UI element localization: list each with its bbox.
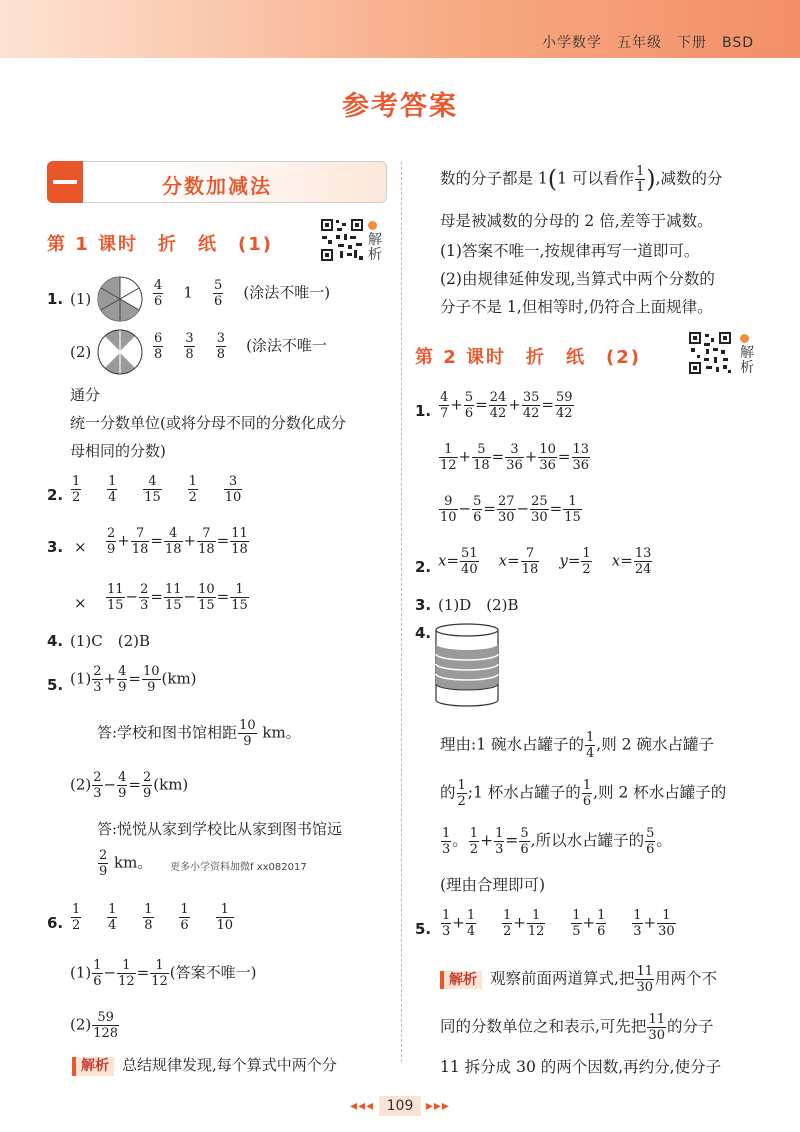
answer-text: 统一分数单位(或将分母不同的分数化成分 bbox=[70, 414, 346, 432]
qr-dot-icon bbox=[368, 221, 377, 230]
q6-2-answer: (2) $\frac{59}{128}$ bbox=[70, 1010, 119, 1041]
q5-1-answer: 答:学校和图书馆相距 $\frac{10}{9}$ km。 bbox=[97, 718, 301, 749]
header-text: 小学数学 五年级 下册 BSD bbox=[541, 35, 754, 51]
r-q2-answers: x= $\frac{51}{40}$ x= $\frac{7}{18}$ y= $\frac{1}{2}$ x= $\frac{13}{24}$ bbox=[438, 546, 652, 577]
qr-label: 解析 bbox=[368, 232, 382, 263]
right-para-2: 母是被减数的分母的 2 倍,差等于减数。 bbox=[440, 212, 713, 230]
r-analysis-line-3: 11 拆分成 30 的两个因数,再约分,使分子 bbox=[440, 1058, 722, 1076]
question-number: 5. bbox=[415, 920, 432, 938]
page-title: 参考答案 bbox=[342, 91, 458, 122]
right-para-1: 数的分子都是 1(1 可以看作 $\frac{1}{1}$ ),减数的分 bbox=[440, 164, 723, 195]
sub-label: (1) bbox=[70, 290, 92, 308]
question-number: 4. bbox=[415, 624, 432, 642]
q1-2-answers: $\frac{6}{8}$ $\frac{3}{8}$ $\frac{3}{8}$ (涂法不唯一 bbox=[154, 331, 327, 362]
r-q1-equation-b: $\frac{1}{12}$ + $\frac{5}{18}$ = $\frac{3}{36}$ + $\frac{10}{36}$ = $\frac{13}{36}$ bbox=[440, 442, 590, 473]
right-para-3: (1)答案不唯一,按规律再写一道即可。 bbox=[440, 242, 700, 260]
q5-1-equation: (1) $\frac{2}{3}$ + $\frac{4}{9}$ = $\frac{10}{9}$ (km) bbox=[70, 664, 197, 695]
q5-2-answer-cont: $\frac{2}{9}$ km。 bbox=[99, 848, 153, 879]
question-number: 1. bbox=[47, 290, 64, 308]
question-number: 3. bbox=[415, 596, 432, 614]
q5-2-equation: (2) $\frac{2}{3}$ − $\frac{4}{9}$ = $\frac{2}{9}$ (km) bbox=[70, 770, 189, 801]
r-q1-equation-a: $\frac{4}{7}$ + $\frac{5}{6}$ = $\frac{24}{42}$ + $\frac{35}{42}$ = $\frac{59}{42}$ bbox=[440, 390, 573, 421]
q5-2-answer: 答:悦悦从家到学校比从家到图书馆远 bbox=[97, 820, 343, 838]
r-q5-answers: $\frac{1}{3}$ + $\frac{1}{4}$ $\frac{1}{2}$ + $\frac{1}{12}$ $\frac{1}{5}$ + $\frac{1}{6}$ $\frac{1}{3}$ + $\frac{1}{30}$ bbox=[442, 908, 675, 939]
column-divider bbox=[401, 162, 402, 1062]
r-q1-equation-c: $\frac{9}{10}$ − $\frac{5}{6}$ = $\frac{27}{30}$ − $\frac{25}{30}$ = $\frac{1}{15}$ bbox=[440, 494, 581, 525]
jar-illustration bbox=[432, 620, 502, 710]
section-title: 分数加减法 bbox=[162, 174, 272, 198]
watermark-text: 更多小学资料加微f xx082017 bbox=[170, 862, 307, 873]
lesson1-title: 第 1 课时 折 纸 (1) bbox=[47, 234, 274, 255]
qr-dot-icon bbox=[740, 334, 749, 343]
page-number: 109 bbox=[379, 1096, 422, 1116]
analysis-line: 解析 总结规律发现,每个算式中两个分 bbox=[72, 1056, 337, 1076]
reason-line-1: 理由:1 碗水占罐子的 $\frac{1}{4}$ ,则 2 碗水占罐子 bbox=[440, 730, 714, 761]
question-number: 2. bbox=[47, 486, 64, 504]
q3-equation-b: $\frac{11}{15}$ − $\frac{2}{3}$ = $\frac{11}{15}$ − $\frac{10}{15}$ = $\frac{1}{15}$ bbox=[107, 582, 248, 613]
answer-text: (1)D (2)B bbox=[438, 596, 519, 614]
question-number: 1. bbox=[415, 402, 432, 420]
section-heading bbox=[47, 161, 387, 203]
q6-answers: $\frac{1}{2}$ $\frac{1}{4}$ $\frac{1}{8}$ $\frac{1}{6}$ $\frac{1}{10}$ bbox=[72, 902, 234, 933]
qr-label: 解析 bbox=[740, 345, 754, 376]
wrong-mark: × bbox=[74, 594, 87, 612]
wrong-mark: × bbox=[74, 538, 87, 556]
q1-1-answers: $\frac{4}{6}$ 1 $\frac{5}{6}$ (涂法不唯一) bbox=[154, 278, 331, 309]
question-number: 5. bbox=[47, 676, 64, 694]
page-footer bbox=[0, 1098, 800, 1114]
lesson2-title: 第 2 课时 折 纸 (2) bbox=[415, 347, 642, 368]
analysis-label: 解析 bbox=[72, 1057, 114, 1076]
q3-equation-a: $\frac{2}{9}$ + $\frac{7}{18}$ = $\frac{4}{18}$ + $\frac{7}{18}$ = $\frac{11}{18}$ bbox=[107, 526, 248, 557]
sub-label: (2) bbox=[70, 343, 92, 361]
question-number: 3. bbox=[47, 538, 64, 556]
question-number: 6. bbox=[47, 914, 64, 932]
reason-line-4: (理由合理即可) bbox=[440, 876, 546, 894]
r-analysis-line-1: 解析 观察前面两道算式,把 $\frac{11}{30}$ 用两个不 bbox=[440, 964, 717, 995]
next-arrows-icon: ▸▸▸ bbox=[425, 1098, 450, 1114]
answer-text: 母相同的分数) bbox=[70, 442, 166, 460]
circle-sixths-icon bbox=[97, 276, 143, 322]
q2-answers: $\frac{1}{2}$ $\frac{1}{4}$ $\frac{4}{15}$ $\frac{1}{2}$ $\frac{3}{10}$ bbox=[72, 474, 242, 505]
qr-code-icon[interactable] bbox=[688, 331, 732, 375]
reason-line-2: 的 $\frac{1}{2}$ ;1 杯水占罐子的 $\frac{1}{6}$ ,则 2 杯水占罐子的 bbox=[440, 778, 727, 809]
question-number: 2. bbox=[415, 558, 432, 576]
prev-arrows-icon: ◂◂◂ bbox=[350, 1098, 375, 1114]
analysis-label: 解析 bbox=[440, 971, 482, 990]
r-analysis-line-2: 同的分数单位之和表示,可先把 $\frac{11}{30}$ 的分子 bbox=[440, 1012, 714, 1043]
question-number: 4. bbox=[47, 632, 64, 650]
qr-code-icon[interactable] bbox=[320, 218, 364, 262]
right-para-5: 分子不是 1,但相等时,仍符合上面规律。 bbox=[440, 298, 713, 316]
q6-1-equation: (1) $\frac{1}{6}$ − $\frac{1}{12}$ = $\frac{1}{12}$ (答案不唯一) bbox=[70, 958, 257, 989]
reason-line-3: $\frac{1}{3}$ 。 $\frac{1}{2}$ + $\frac{1}{3}$ = $\frac{5}{6}$ ,所以水占罐子的 $\frac{5}{6}$ 。 bbox=[442, 826, 672, 857]
circle-eighths-icon bbox=[97, 329, 143, 375]
right-para-4: (2)由规律延伸发现,当算式中两个分数的 bbox=[440, 270, 715, 288]
answer-text: 通分 bbox=[70, 386, 101, 404]
answer-text: (1)C (2)B bbox=[70, 632, 150, 650]
page-header bbox=[0, 0, 800, 58]
